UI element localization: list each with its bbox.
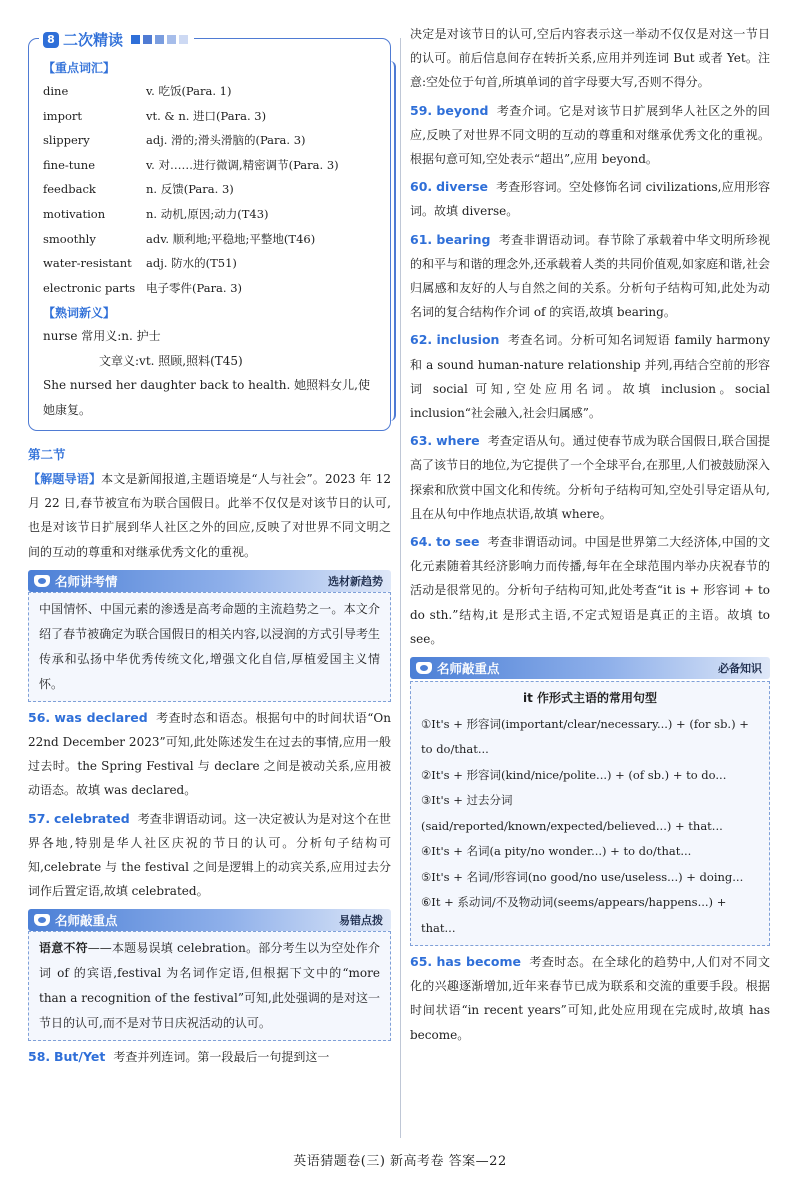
tip-tag: 必备知识 bbox=[718, 662, 762, 676]
decor-square bbox=[131, 35, 140, 44]
pattern-item: ②It's + 形容词(kind/nice/polite...) + (of sb.) + to do... bbox=[421, 767, 727, 782]
answer-text: 考查时态和语态。根据句中的时间状语“On 22nd December 2023”可知,此处陈述发生在过去的事情,应用一般过去时。the Spring Festival 与 declare 之间是被动关系,应用被动语态。故填 was declared。 bbox=[28, 710, 391, 798]
vocab-title: 二次精读 bbox=[63, 31, 124, 49]
vocab-definition: adj. 滑的;滑头滑脑的(Para. 3) bbox=[146, 133, 306, 148]
vocab-item bbox=[43, 104, 380, 129]
vocab-word: smoothly bbox=[43, 231, 96, 246]
pattern-box bbox=[410, 681, 770, 946]
vocab-definition: adv. 顺利地;平稳地;平整地(T46) bbox=[146, 231, 316, 246]
tip-title: 名师敲重点 bbox=[437, 661, 500, 677]
answer-text: 考查时态。在全球化的趋势中,人们对不同文化的兴趣逐渐增加,近年来春节已成为联系和交流的重要手段。根据时间状语“in recent years”可知,此处应用现在完成时,故填 has become。 bbox=[410, 955, 770, 1042]
answer-text: 考查定语从句。通过使春节成为联合国假日,联合国提高了该节日的地位,为它提供了一个全球平台,在那里,人们被鼓励深入探索和欣赏中国文化和传统。分析句子结构可知,空处引导定语从句,且在从句中作地点状语,故填 where。 bbox=[410, 434, 770, 521]
pattern-item: ④It's + 名词(a pity/no wonder...) + to do/that... bbox=[421, 844, 692, 859]
answer-item bbox=[410, 429, 770, 526]
vocab-word: water-resistant bbox=[43, 256, 132, 271]
vocab-item bbox=[43, 79, 380, 104]
answer-word: diverse bbox=[436, 179, 489, 195]
answer-number: 58. bbox=[28, 1049, 51, 1065]
tip-text: 中国情怀、中国元素的渗透是高考命题的主流趋势之一。本文介绍了春节被确定为联合国假日的相关内容,以浸润的方式引导考生传承和弘扬中华优秀传统文化,增强文化自信,厚植爱国主义情怀。 bbox=[39, 601, 380, 691]
left-column bbox=[28, 28, 391, 1070]
vocab-item bbox=[43, 153, 380, 178]
answer-number: 62. bbox=[410, 332, 433, 348]
familiar-line-2: 文章义:vt. 照顾,照料(T45) bbox=[99, 353, 243, 368]
tip-tag: 选材新趋势 bbox=[328, 574, 383, 588]
pattern-list bbox=[421, 712, 759, 942]
vocab-item bbox=[43, 202, 380, 227]
answer-58 bbox=[28, 1045, 391, 1069]
decor-square bbox=[155, 35, 164, 44]
vocab-item bbox=[43, 276, 380, 301]
section-title: 第二节 bbox=[28, 447, 66, 462]
tip-text: ——本题易误填 celebration。部分考生以为空处作介词 of 的宾语,festival 为名词作定语,但根据下文中的“more than a recognition of the festival”可知,此处强调的是对这一节日的认可,而不是对节日庆祝活动的认可。 bbox=[39, 941, 380, 1031]
answer-item bbox=[28, 706, 391, 803]
reading-badge-icon: 8 bbox=[43, 32, 59, 48]
answer-word: where bbox=[436, 433, 480, 449]
answer-item bbox=[410, 328, 770, 425]
decor-square bbox=[143, 35, 152, 44]
answer-word: was declared bbox=[54, 709, 148, 725]
answer-item bbox=[410, 530, 770, 651]
vocab-item bbox=[43, 251, 380, 276]
column-divider bbox=[400, 38, 401, 1138]
tip-bar-knowledge bbox=[410, 657, 770, 679]
vocab-word: feedback bbox=[43, 182, 96, 197]
vocab-word: slippery bbox=[43, 133, 90, 148]
answer-number: 57. bbox=[28, 810, 51, 826]
answer-text: 考查名词。分析可知名词短语 family harmony 和 a sound human-nature relationship 并列,再结合空前的形容词 social 可知,空处应用名词。故填 inclusion。social inclusion“社会融入,社会归属感”。 bbox=[410, 333, 770, 421]
tip-title: 名师敲重点 bbox=[55, 913, 118, 929]
answer-text: 考查非谓语动词。中国是世界第二大经济体,中国的文化元素随着其经济影响力而传播,每年在全球范围内举办庆祝春节的活动是很常见的。分析句子结构可知,此处考查“it is + 形容词 + to do sth.”结构,it 是形式主语,不定式短语是真正的主语。故填 to see。 bbox=[410, 535, 770, 646]
answer-word: But/Yet bbox=[53, 1049, 106, 1065]
answer-word: beyond bbox=[436, 102, 489, 118]
tip-bar-exam bbox=[28, 570, 391, 592]
pattern-item: ③It's + 过去分词(said/reported/known/expected/believed...) + that... bbox=[421, 793, 723, 833]
answer-58-continued: 决定是对该节日的认可,空后内容表示这一举动不仅仅是对这一节日的认可。前后信息间存在转折关系,应用并列连词 But 或者 Yet。注意:空处位于句首,所填单词的首字母要大写,否则不得分。 bbox=[410, 27, 770, 90]
right-column bbox=[410, 28, 770, 1047]
answer-item bbox=[410, 228, 770, 325]
answer-number: 65. bbox=[410, 954, 433, 970]
tip-bar-key bbox=[28, 909, 391, 931]
answer-65 bbox=[410, 950, 770, 1047]
vocab-word: fine-tune bbox=[43, 157, 96, 172]
vocab-item bbox=[43, 177, 380, 202]
pattern-item: ⑥It + 系动词/不及物动词(seems/appears/happens...) + that... bbox=[421, 895, 727, 935]
decor-squares-icon bbox=[131, 35, 188, 44]
answer-word: bearing bbox=[436, 231, 491, 247]
vocab-word: import bbox=[43, 108, 82, 123]
answer-word: to see bbox=[436, 534, 480, 550]
vocab-definition: v. 吃饭(Para. 1) bbox=[146, 84, 232, 98]
vocab-definition: v. 对……进行微调,精密调节(Para. 3) bbox=[146, 157, 339, 172]
page-footer: 英语猜题卷(三) 新高考卷 答案—22 bbox=[293, 1154, 507, 1169]
answer-number: 60. bbox=[410, 179, 433, 195]
answers-left bbox=[28, 706, 391, 904]
vocab-definition: vt. & n. 进口(Para. 3) bbox=[146, 108, 267, 123]
tip-box-exam bbox=[28, 592, 391, 702]
vocab-definition: n. 动机,原因;动力(T43) bbox=[146, 206, 269, 221]
answer-number: 59. bbox=[410, 102, 433, 118]
vocab-word: dine bbox=[43, 84, 69, 98]
answer-text: 考查介词。它是对该节日扩展到华人社区之外的回应,反映了对世界不同文明的互动的尊重和对继承优秀文化的重视。根据句意可知,空处表示“超出”,应用 beyond。 bbox=[410, 103, 770, 167]
teacher-hat-icon bbox=[34, 575, 50, 587]
tip-title: 名师讲考情 bbox=[55, 573, 118, 589]
vocab-box bbox=[28, 31, 391, 431]
familiar-line-1: nurse 常用义:n. 护士 bbox=[43, 329, 161, 344]
vocab-list bbox=[43, 79, 380, 300]
teacher-hat-icon bbox=[34, 914, 50, 926]
answer-text: 考查形容词。空处修饰名词 civilizations,应用形容词。故填 diverse。 bbox=[410, 180, 770, 219]
answer-word: celebrated bbox=[54, 810, 130, 826]
guide-text: 本文是新闻报道,主题语境是“人与社会”。2023 年 12 月 22 日,春节被宣布为联合国假日。此举不仅仅是对该节日的认可,也是对该节日扩展到华人社区之外的回应,反映了对世界不同文明之间的互动的尊重和对继承优秀文化的重视。 bbox=[28, 472, 391, 559]
answer-word: inclusion bbox=[436, 332, 500, 348]
answer-word: has become bbox=[436, 954, 521, 970]
pattern-item: ⑤It's + 名词/形容词(no good/no use/useless...) + doing... bbox=[421, 869, 744, 884]
answer-text: 考查并列连词。第一段最后一句提到这一 bbox=[113, 1050, 330, 1065]
pattern-title: it 作形式主语的常用句型 bbox=[522, 691, 658, 706]
answer-text: 考查非谓语动词。春节除了承载着中华文明所珍视的和平与和谐的理念外,还承载着人类的共同价值观,如家庭和谐,社会归属感和友好的人与自然之间的关系。分析句子结构可知,此处为动名词的复合结构作介词 of 的宾语,故填 bearing。 bbox=[410, 232, 770, 320]
familiar-words-label: 【熟词新义】 bbox=[43, 306, 116, 321]
vocab-side-bar bbox=[384, 61, 396, 421]
guide-label: 【解题导语】 bbox=[28, 472, 102, 486]
vocab-item bbox=[43, 227, 380, 252]
tip-tag: 易错点拨 bbox=[339, 914, 383, 928]
answer-number: 63. bbox=[410, 433, 433, 449]
answer-number: 64. bbox=[410, 534, 433, 550]
vocab-definition: n. 反馈(Para. 3) bbox=[146, 182, 234, 197]
answer-item bbox=[410, 175, 770, 223]
answers-right bbox=[410, 99, 770, 651]
teacher-hat-icon bbox=[416, 662, 432, 674]
pattern-item: ①It's + 形容词(important/clear/necessary...) + (for sb.) + to do/that... bbox=[421, 716, 749, 757]
vocab-item bbox=[43, 128, 380, 153]
decor-square bbox=[167, 35, 176, 44]
vocab-header bbox=[39, 29, 194, 50]
decor-square bbox=[179, 35, 188, 44]
answer-number: 56. bbox=[28, 709, 51, 725]
answer-item bbox=[28, 807, 391, 904]
vocab-word: motivation bbox=[43, 206, 106, 221]
familiar-example: She nursed her daughter back to health. 她照料女儿,使她康复。 bbox=[43, 378, 370, 417]
vocab-definition: 电子零件(Para. 3) bbox=[146, 280, 243, 295]
answer-item bbox=[410, 99, 770, 172]
guide-paragraph bbox=[28, 467, 391, 564]
tip-lead: 语意不符 bbox=[39, 941, 88, 956]
answer-number: 61. bbox=[410, 231, 433, 247]
tip-box-key bbox=[28, 931, 391, 1041]
vocab-definition: adj. 防水的(T51) bbox=[146, 256, 237, 271]
answer-text: 考查非谓语动词。这一决定被认为是对这个在世界各地,特别是华人社区庆祝的节日的认可。分析句子结构可知,celebrate 与 the festival 之间是逻辑上的动宾关系,应用过去分词作后置定语,故填 celebrated。 bbox=[28, 811, 391, 899]
vocab-word: electronic parts bbox=[43, 280, 136, 295]
key-vocab-label: 【重点词汇】 bbox=[43, 61, 116, 75]
